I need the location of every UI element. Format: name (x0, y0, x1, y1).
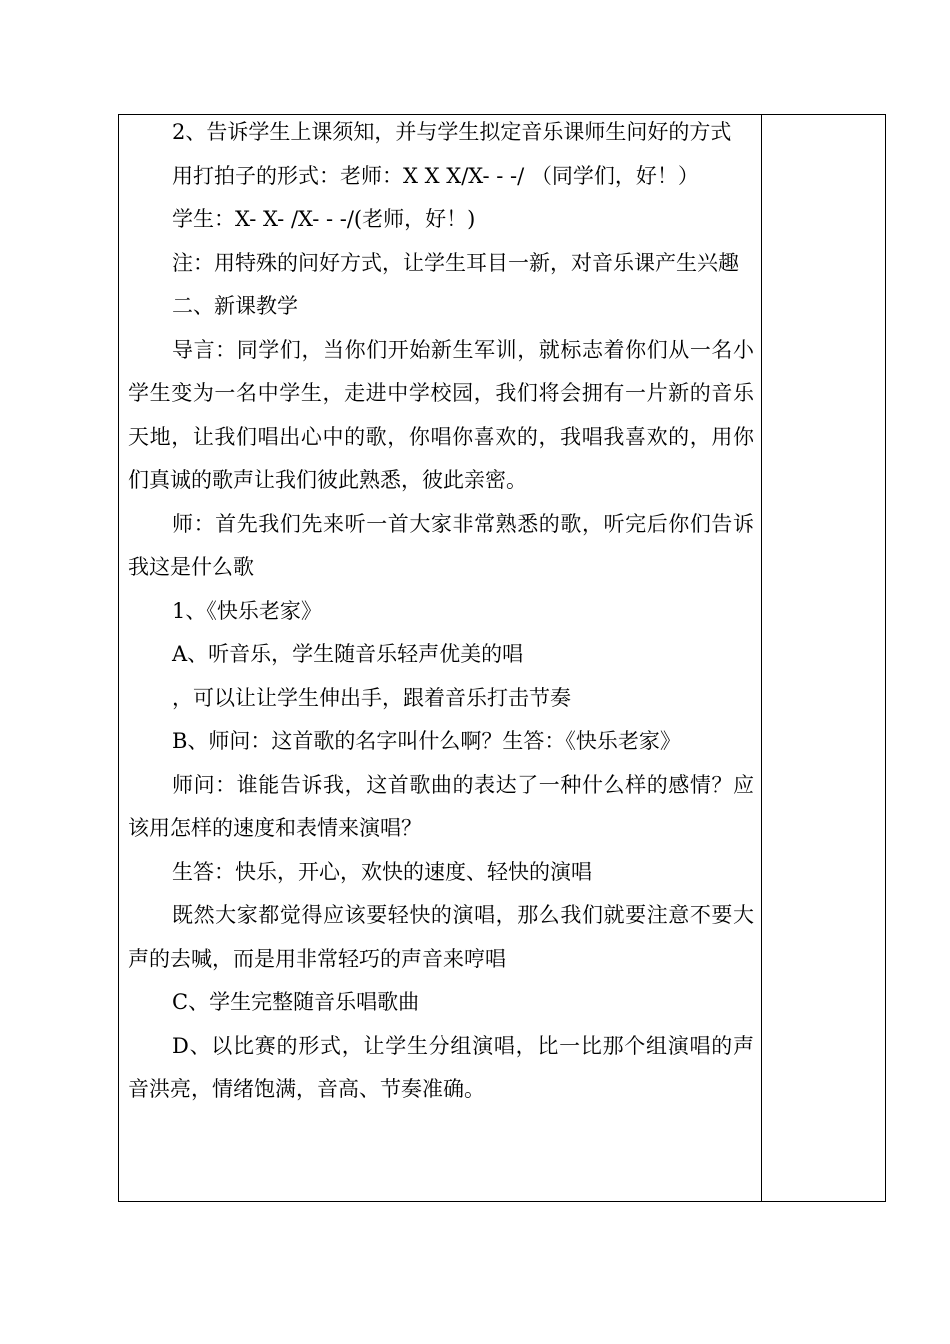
song-title: 1、《快乐老家》 (172, 598, 322, 623)
paragraph-singing-guidance: 既然大家都觉得应该要轻快的演唱，那么我们就要注意不要大声的去喊，而是用非常轻巧的声音来哼唱 (128, 903, 754, 971)
step-a-note: ，可以让让学生伸出手，跟着音乐打击节奏 (172, 685, 571, 710)
step-d: D、以比赛的形式，让学生分组演唱，比一比那个组演唱的声音洪亮，情绪饱满，音高、节奏准确。 (128, 1033, 754, 1101)
paragraph-teacher-question: 师：首先我们先来听一首大家非常熟悉的歌，听完后你们告诉我这是什么歌 (128, 511, 754, 579)
paragraph-introduction: 导言：同学们，当你们开始新生军训，就标志着你们从一名小学生变为一名中学生，走进中学校园，我们将会拥有一片新的音乐天地，让我们唱出心中的歌，你唱你喜欢的，我唱我喜欢的，用你们真诚的歌声让我们彼此熟悉，彼此亲密。 (128, 337, 754, 492)
paragraph-student-rhythm: 学生：X- X- /X- - -/(老师，好！) (172, 207, 476, 231)
paragraph-student-answer: 生答：快乐，开心，欢快的速度、轻快的演唱 (172, 859, 592, 884)
lesson-table (118, 114, 886, 1202)
lesson-text (128, 111, 754, 1112)
lesson-content-cell (119, 115, 762, 1201)
section-heading-new-lesson: 二、新课教学 (172, 294, 298, 318)
notes-cell (762, 115, 885, 1201)
paragraph-note: 注：用特殊的问好方式，让学生耳目一新，对音乐课产生兴趣 (172, 250, 739, 275)
paragraph-teacher-rhythm: 用打拍子的形式：老师：X X X/X- - -/ （同学们，好！） (172, 163, 699, 188)
paragraph-teacher-asks: 师问：谁能告诉我，这首歌曲的表达了一种什么样的感情？应该用怎样的速度和表情来演唱？ (128, 772, 754, 840)
step-c: C、学生完整随音乐唱歌曲 (172, 990, 420, 1014)
step-b: B、师问：这首歌的名字叫什么啊？生答：《快乐老家》 (172, 729, 681, 753)
paragraph-greeting-rules: 2、告诉学生上课须知，并与学生拟定音乐课师生问好的方式 (172, 120, 732, 144)
step-a: A、听音乐，学生随音乐轻声优美的唱 (172, 642, 524, 666)
